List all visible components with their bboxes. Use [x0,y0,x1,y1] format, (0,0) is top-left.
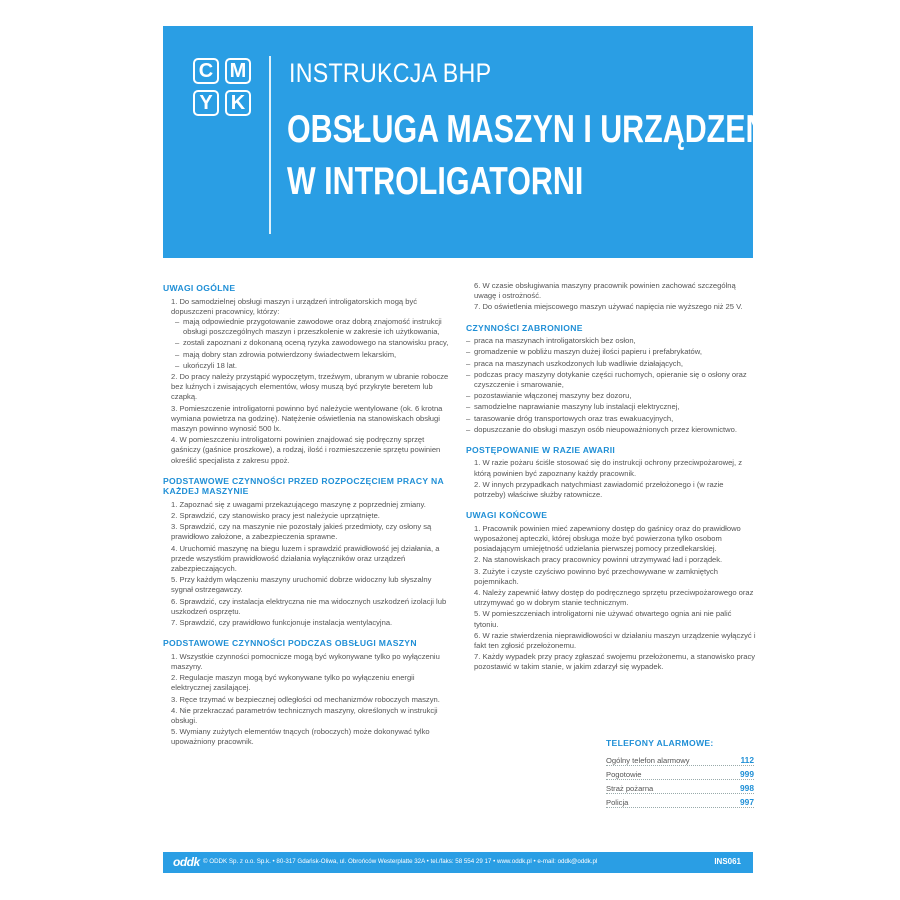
phone-number: 997 [740,797,754,807]
phones-heading: TELEFONY ALARMOWE: [606,738,714,748]
list-item: 6. W razie stwierdzenia nieprawidłowości w działaniu maszyn urządzenie wyłączyć i fakt ten zgłosić przełożonemu. [474,630,756,650]
phone-row [606,794,754,808]
list-item: – pozostawianie włączonej maszyny bez dozoru, [466,391,756,401]
header-kicker: INSTRUKCJA BHP [289,58,492,88]
logo-letter-y: Y [193,90,219,116]
list-item: – tarasowanie dróg transportowych oraz tras ewakuacyjnych, [466,414,756,424]
section-heading-uwagi-ogolne: UWAGI OGÓLNE [163,283,236,293]
sub-item: – mają dobry stan zdrowia potwierdzony świadectwem lekarskim, [175,350,453,360]
list-item: 1. Wszystkie czynności pomocnicze mogą być wykonywane tylko po wyłączeniu maszyny. [171,651,440,671]
list-item: – praca na maszynach uszkodzonych lub wadliwie działających, [466,359,756,369]
left-column [163,281,453,758]
phone-label: Ogólny telefon alarmowy [606,756,690,765]
list-item: – praca na maszynach introligatorskich bez osłon, [466,336,756,346]
list-item: 5. Wymiany zużytych elementów tnących (roboczych) może dokonywać tylko upoważniony pracownik. [171,727,430,747]
section-heading-zabronione: CZYNNOŚCI ZABRONIONE [466,322,583,333]
title-line-2: W INTROLIGATORNI [287,160,584,203]
phone-label: Policja [606,798,629,807]
list-item: 7. Każdy wypadek przy pracy zgłaszać swojemu przełożonemu, a stanowisko pracy pozostawić w takim stanie, w jakim zdarzył się wypadek. [474,652,756,672]
footer-bar [163,852,753,873]
sub-item: – ukończyli 18 lat. [175,361,453,371]
emergency-phones [606,738,754,808]
przed-list [163,500,453,628]
sub-list [171,317,453,371]
cmyk-logo [193,58,259,120]
list-item: 7. Do oświetlenia miejscowego maszyn używać napięcia nie wyższego niż 25 V. [474,302,743,312]
list-item: 2. Sprawdzić, czy stanowisko pracy jest należycie uprzątnięte. [171,510,380,520]
list-item: – samodzielne naprawianie maszyny lub instalacji elektrycznej, [466,402,756,412]
list-item: 4. W pomieszczeniu introligatorni powinien znajdować się podręczny sprzęt gaśniczy (gaśnice proszkowe), a rodzaj, ilość i rozmieszczenie sprzętu powinien określić specjalista z zakresu ppoż. [171,435,441,465]
list-item: 7. Sprawdzić, czy prawidłowo funkcjonuje instalacja wentylacyjna. [171,617,393,627]
phone-number: 112 [740,755,754,765]
list-item: 2. Regulacje maszyn mogą być wykonywane tylko po wyłączeniu energii elektrycznej zasilającej. [171,673,415,693]
list-item: 4. Uruchomić maszynę na biegu luzem i sprawdzić prawidłowość jej działania, a przede wszystkim prawidłowość działania wyłączników oraz urządzeń zabezpieczających. [171,543,440,573]
section-heading-koncowe: UWAGI KOŃCOWE [466,510,548,521]
list-item: 3. Sprawdzić, czy na maszynie nie pozostały jakieś przedmioty, czy osłony są prawidłowo założone, a zabezpieczenia sprawne. [171,522,432,542]
list-item: – dopuszczanie do obsługi maszyn osób nieupoważnionych przez kierownictwo. [466,425,756,435]
zabronione-list [466,336,756,435]
phone-number: 999 [740,769,754,779]
list-item: 2. Na stanowiskach pracy pracownicy powinni utrzymywać ład i porządek. [474,555,723,565]
list-item: 1. Do samodzielnej obsługi maszyn i urządzeń introligatorskich mogą być dopuszczeni pracownicy, którzy: – mają odpowiednie przygotowanie zawodowe oraz dobrą znajomość instrukcji obsługi poszczególnych maszyn i przeszkolenie w zakresie ich użytkowania, – zostali zapoznani z dokonaną oceną ryzyka zawodowego na stanowisku pracy, – mają dobry stan zdrowia potwierdzony świadectwem lekarskim, – ukończyli 18 lat. [163,297,453,371]
podczas-cont-list [466,281,756,313]
right-column [466,281,756,683]
section-heading-przed: PODSTAWOWE CZYNNOŚCI PRZED ROZPOCZĘCIEM PRACY NA KAŻDEJ MASZYNIE [163,475,444,497]
phone-row [606,766,754,780]
list-item: 4. Nie przekraczać parametrów technicznych maszyny, określonych w instrukcji obsługi. [171,705,438,725]
list-item: 1. Zapoznać się z uwagami przekazującego maszynę z poprzedniej zmiany. [171,499,426,509]
phone-number: 998 [740,783,754,793]
logo-letter-c: C [193,58,219,84]
list-item: 5. Przy każdym włączeniu maszyny uruchomić dobrze widoczny lub słyszalny sygnał ostrzegawczy. [171,575,432,595]
list-item: 6. W czasie obsługiwania maszyny pracownik powinien zachować szczególną uwagę i ostrożność. [474,281,736,301]
list-item: – podczas pracy maszyny dotykanie części ruchomych, opieranie się o osłony oraz czyszczenie i smarowanie, [466,370,756,390]
list-item: 1. Pracownik powinien mieć zapewniony dostęp do gaśnicy oraz do prawidłowo wyposażonej apteczki, której obsługa może być powierzona tylko osobom posiadającym umiejętność udzielania pierwszej pomocy przedlekarskiej. [474,523,741,554]
list-item: – gromadzenie w pobliżu maszyn dużej ilości papieru i prefabrykatów, [466,347,756,357]
list-item: 5. W pomieszczeniach introligatorni nie używać otwartego ognia ani nie palić tytoniu. [474,609,732,629]
list-item: 1. W razie pożaru ściśle stosować się do instrukcji ochrony przeciwpożarowej, z którą powinien być zapoznany każdy pracownik. [474,458,742,478]
phone-label: Straż pożarna [606,784,654,793]
phone-label: Pogotowie [606,770,642,779]
uwagi-ogolne-list [163,297,453,466]
phone-row [606,780,754,794]
footer-text: © ODDK Sp. z o.o. Sp.k. • 80-317 Gdańsk-Oliwa, ul. Obrońców Westerplatte 32A • tel./faks: 58 554 29 17 • www.oddk.pl • e-mail: oddk@oddk.pl [203,858,598,865]
sub-item: – mają odpowiednie przygotowanie zawodowe oraz dobrą znajomość instrukcji obsługi poszczególnych maszyn i przeszkolenie w zakresie ich użytkowania, [175,317,453,337]
poster [163,26,768,872]
document-code: INS061 [714,857,741,866]
list-item: 3. Zużyte i czyste czyściwo powinno być przechowywane w zamkniętych pojemnikach. [474,566,718,586]
logo-letter-m: M [225,58,251,84]
list-item: 2. W innych przypadkach natychmiast zawiadomić przełożonego i (w razie potrzeby) właściwe służby ratownicze. [474,479,724,500]
title-line-1: OBSŁUGA MASZYN I URZĄDZEŃ [287,108,768,151]
podczas-list [163,652,453,748]
koncowe-list [466,524,756,673]
list-item: 6. Sprawdzić, czy instalacja elektryczna nie ma widocznych uszkodzeń izolacji lub uszkodzeń osprzętu. [171,596,447,616]
section-heading-awaria: POSTĘPOWANIE W RAZIE AWARII [466,444,616,455]
header-banner [163,26,768,258]
oddk-logo: oddk [173,855,200,869]
page-title [287,104,768,208]
list-item: 3. Pomieszczenie introligatorni powinno być należycie wentylowane (ok. 6 krotna wymiana powietrza na godzinę). Natężenie oświetlenia na stanowiskach obsługi maszyn powinno wynosić 500 lx. [171,403,443,433]
section-heading-podczas: PODSTAWOWE CZYNNOŚCI PODCZAS OBSŁUGI MASZYN [163,638,417,649]
list-item: 3. Ręce trzymać w bezpiecznej odległości od mechanizmów roboczych maszyn. [171,694,440,704]
header-divider [269,56,271,234]
awaria-list [466,458,756,500]
list-item: 2. Do pracy należy przystąpić wypoczętym, trzeźwym, ubranym w ubranie robocze bez luźnych i zwisających elementów, włosy muszą być przykryte beretem lub czapką. [171,371,449,402]
sub-item: – zostali zapoznani z dokonaną oceną ryzyka zawodowego na stanowisku pracy, [175,338,453,348]
logo-letter-k: K [225,90,251,116]
list-item: 4. Należy zapewnić łatwy dostęp do podręcznego sprzętu przeciwpożarowego oraz utrzymywać go w dobrym stanie technicznym. [474,587,754,608]
phone-row [606,752,754,766]
